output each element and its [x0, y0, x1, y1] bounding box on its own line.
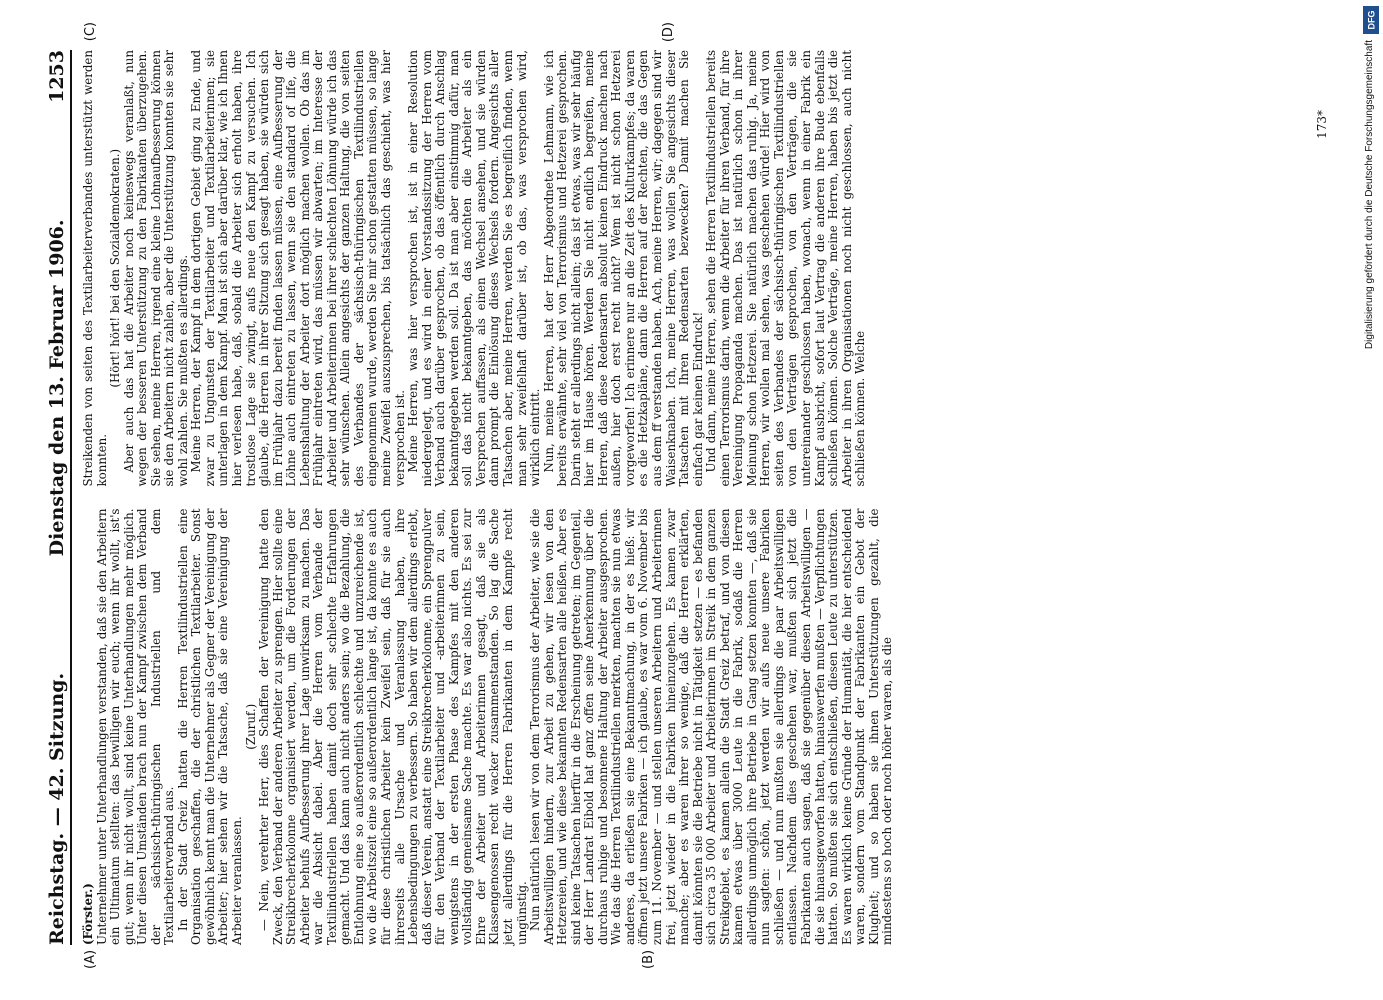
signature-mark: 173* [1315, 110, 1330, 139]
left-paragraph: Nun natürlich lesen wir von dem Terrorismus der Arbeiter, wie sie die Arbeitswilligen hindern, zur Arbeit zu gehen, wir lesen von den Hetzereien, und wie diese bekannten Redensarten alle heißen. Aber es sind keine Tatsachen hierfür in die Erscheinung getreten; im Gegenteil, der Herr Landrat Eibold hat ganz offen seine Anerkennung über die durchaus ruhige und besonnene Haltung der Arbeiter ausgesprochen. Wie das die Herren Textilindustriellen merkten, machten sie nun etwas anderes, da erließen sie eine Bekanntmachung, in der es hieß: wir öffnen jetzt unsere Fabriken — ich glaube, es war vom 6. November bis zum 11. November — und stellen unseren Arbeitern und Arbeiterinnen frei, jetzt wieder in die Fabriken hineinzugehen. Es kamen zwar manche; aber es waren ihrer so wenige, daß die Herren erklärten, damit könnten sie die Betriebe nicht in Tätigkeit setzen — es befanden sich circa 35 000 Arbeiter und Arbeiterinnen im Streik in dem ganzen Streikgebiet, es kamen allein die Stadt Greiz betraf, und von diesen kamen etwas über 3000 Leute in die Fabrik, sodaß die Herren allerdings unmöglich ihre Betriebe in Gang setzen konnten —, daß sie nun sagten: schön, jetzt werden wir aufs neue unsere Fabriken schließen — und nun mußten sie allerdings die paar Arbeitswilligen entlassen. Nachdem dies geschehen war, mußten sich jetzt die Fabrikanten auch sagen, daß sie gegenüber diesen Arbeitswilligen — die sie hinausgeworfen hatten, hinauswerfen mußten — Verpflichtungen hatten. So mußten sie sich entschließen, diesen Leute zu unterstützen. Es waren wirklich keine Gründe der Humanität, die hier entscheidend waren, sondern vom Standpunkt der Fabrikanten ein Gebot der Klugheit; und so haben sie ihnen Unterstützungen gezahlt, die mindestens so hoch oder noch höher waren, als die [528, 508, 895, 945]
left-paragraph: In der Stadt Greiz hatten die Herren Textilindustriellen eine Organisation geschaffen, die der christlichen Textilarbeiter. Sonst gewöhnlich kennt man die Unternehmer als Gegner der Vereinigung der Arbeiter; hier sehen wir die Tatsache, daß sie eine Vereinigung der Arbeiter veranlassen. [175, 508, 245, 945]
right-paragraph: Nun, meine Herren, hat der Herr Abgeordnete Lehmann, wie ich bereits erwähnte, sehr viel von Terrorismus und Hetzerei gesprochen. Darin steht er allerdings nicht allein; das ist etwas, was wir sehr häufig hier im Hause hören. Werden Sie nicht endlich begreifen, meine Herren, daß diese Redensarten absolut keinen Eindruck machen nach außen, hier doch erst recht nicht? Wem ist nicht schon Hetzerei vorgeworfen! Ich erinnere nur an die Zeit des Kulturkampfes; da waren es die Hetzkapläne, dann die Herren auf der Rechten, die das Gegen aus dem ff verstanden haben. Ach, meine Herren, wir; dagegen sind wir Waisenknaben. Ich, meine Herren, was wollen Sie angesichts dieser Tatsachen mit Ihren Redensarten bezwecken? Damit machen Sie einfach gar keinen Eindruck! [541, 50, 705, 487]
right-column [81, 22, 1330, 487]
left-column [81, 508, 1300, 969]
margin-marker-a: (A) [83, 949, 98, 969]
header-left: Reichstag. — 42. Sitzung. [46, 672, 68, 945]
left-paragraph: (Förster.) [81, 883, 95, 945]
left-paragraph: Unternehmer unter Unterhandlungen verstanden, daß sie den Arbeitern ein Ultimatum stellten: das bewilligen wir euch; wenn ihr wollt, ist's gut; wenn ihr nicht wollt, sind keine Unterhandlungen mehr möglich. Unter diesen Umständen brach nun der Kampf zwischen dem Verband der sächsisch-thüringischen Industriellen und dem Textilarbeiterverband aus. [94, 508, 177, 945]
right-paragraph: Und dann, meine Herren, sehen die Herren Textilindustriellen bereits einen Terrorismus darin, wenn die Arbeiter für ihren Verband, für ihre Vereinigung Propaganda machen. Das ist natürlich schon in ihrer Meinung schon Hetzerei. Sie natürlich machen das ruhig. Ja, meine Herren, wir wollen mal sehen, was geschehen würde! Hier wird von seiten des Verbandes der sächsisch-thüringischen Textilindustriellen von den Verträgen gesprochen, von den Verträgen, die sie untereinander geschlossen haben, wonach, wenn in einer Fabrik ein Kampf ausbricht, sofort laut Vertrag die anderen ihre Bude ebenfalls schließen können. Solche Verträge, meine Herren, haben bis jetzt die Arbeiter in ihren Organisationen noch nicht geschlossen, auch nicht schließen können. Welche [704, 50, 868, 487]
margin-marker-c: (C) [83, 22, 98, 42]
left-paragraph: — Nein, verehrter Herr, dies Schaffen der Vereinigung hatte den Zweck, den Verband der anderen Arbeiter zu sprengen. Hier sollte eine Streikbrecherkolonne organisiert werden, um die Forderungen der Arbeiter behufs Aufbesserung ihrer Lage unwirksam zu machen. Das war die Absicht dabei. Aber die Herren vom Verbande der Textilindustriellen haben damit doch sehr schlechte Erfahrungen gemacht. Und das kann auch nicht anders sein; wo die Bezahlung, die Entlohnung eine so außerordentlich schlechte und unzureichende ist, wo die Arbeitszeit eine so außerordentlich lange ist, da konnte es auch für diese christlichen Arbeiter kein Zweifel sein, daß für sie auch ihrerseits alle Ursache und Veranlassung haben, ihre Lebensbedingungen zu verbessern. So haben wir dem allerdings erlebt, daß dieser Verein, anstatt eine Streikbrecherkolonne, ein Sprengpulver für den Verband der Textilarbeiter und -arbeiterinnen zu sein, wenigstens in der ersten Phase des Kampfes mit den anderen vollständig gemeinsame Sache machte. Es war also nichts. Es sei zur Ehre der Arbeiter und Arbeiterinnen gesagt, daß sie als Klassengenossen recht wacker zusammenstanden. So lag die Sache jetzt allerdings für die Herren Fabrikanten in dem Kampfe recht ungünstig. [257, 508, 529, 945]
right-paragraph: Meine Herren, der Kampf in dem dortigen Gebiet ging zu Ende, und zwar zu Ungunsten der Textilarbeiter und Textilarbeiterinnen; sie unterlagen in dem Kampf. Man ist sich aber darüber klar, wie ich Ihnen hier verlesen habe, daß, sobald die Arbeiter sich erholt haben, ihre trostlose Lage sie zwingt, aufs neue den Kampf zu versuchen. Ich glaube, die Herren in ihrer Sitzung sich gesagt haben, sie würden sich im Frühjahr dazu bereit finden lassen müssen, eine Aufbesserung der Löhne auch eintreten zu lassen, wenn sie den standard of life, die Lebenshaltung der Arbeiter dort möglich machen wollen. Ob das im Frühjahr eintreten wird, das müssen wir abwarten; im Interesse der Arbeiter und Arbeiterinnen bei ihrer schlechten Löhnung würde ich das sehr wünschen. Allein angesichts der ganzen Haltung, die von seiten des Verbandes der sächsisch-thüringischen Textilindustriellen eingenommen wurde, werden Sie mir schon gestatten müssen, so lange meine Zweifel auszusprechen, bis tatsächlich das geschieht, was hier versprochen ist. [189, 50, 407, 487]
running-header [38, 50, 72, 945]
right-paragraph: (Hört! hört! bei den Sozialdemokraten.) [108, 148, 123, 388]
dfg-logo: DFG [1363, 6, 1379, 34]
right-paragraph: Streikenden von seiten des Textilarbeiterverbandes unterstützt werden konnten. [81, 50, 109, 487]
text-columns [81, 22, 1330, 969]
margin-marker-d: (D) [661, 22, 676, 43]
header-date: Dienstag den 13. Februar 1906. [46, 219, 68, 557]
margin-marker-b: (B) [641, 949, 656, 969]
right-paragraph: Meine Herren, was hier versprochen ist, ist in einer Resolution niedergelegt, und es wird in einer Vorstandssitzung der Herren vom Verband auch darüber gesprochen, ob das öffentlich durch Anschlag bekanntgegeben werden soll. Da ist man aber einstimmig dafür, man soll das nicht bekanntgeben, das möchten die Arbeiter als ein Versprechen auffassen, als einen Wechsel ansehen, und sie würden dann prompt die Einlösung dieses Wechsels fordern. Angesichts aller Tatsachen aber, meine Herren, werden Sie es begreiflich finden, wenn man sehr zweifelhaft darüber ist, ob das, was versprochen wird, wirklich eintritt. [406, 50, 543, 487]
page-number: 1253 [46, 50, 68, 103]
left-paragraph: (Zuruf.) [243, 703, 258, 750]
right-paragraph: Aber auch das hat die Arbeiter noch keineswegs veranlaßt, nun wegen der besseren Unterstützung zu den Fabrikanten überzugehen. Sie sehen, meine Herren, irgend eine kleine Lohnaufbesserung können sie den Arbeitern nicht zahlen, aber die Unterstützung konnten sie sehr wohl zahlen. Sie mußten es allerdings. [121, 50, 190, 487]
digitization-credit: Digitalisierung gefördert durch die Deutsche Forschungsgemeinschaft [1364, 40, 1375, 350]
